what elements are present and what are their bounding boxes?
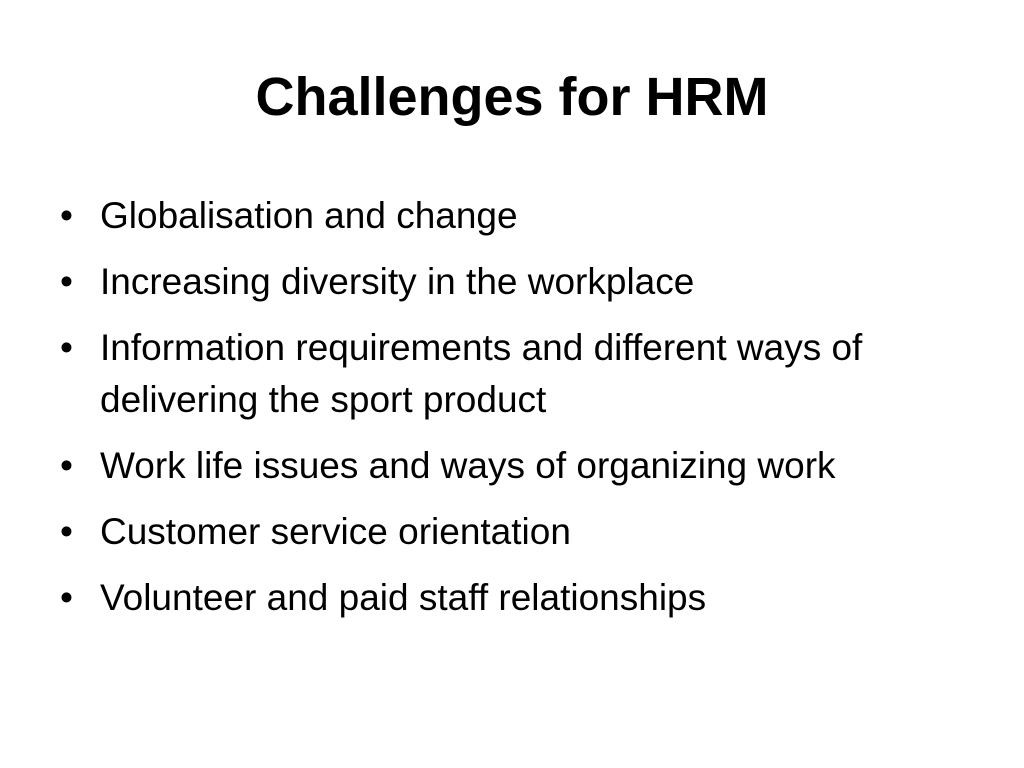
bullet-text: Volunteer and paid staff relationships xyxy=(100,577,707,618)
bullet-marker: • xyxy=(60,327,73,368)
bullet-text: Globalisation and change xyxy=(100,195,518,236)
bullet-item-globalisation xyxy=(60,190,940,242)
bullet-text: Increasing diversity in the workplace xyxy=(100,261,695,302)
slide-title: Challenges for HRM xyxy=(255,67,769,127)
bullet-marker: • xyxy=(60,511,73,552)
bullet-marker: • xyxy=(60,445,73,486)
bullet-text: Work life issues and ways of organizing work xyxy=(100,445,836,486)
bullet-list xyxy=(60,190,940,638)
bullet-item-volunteer-staff xyxy=(60,572,940,624)
bullet-item-work-life xyxy=(60,440,940,492)
bullet-marker: • xyxy=(60,577,73,618)
bullet-marker: • xyxy=(60,195,73,236)
bullet-item-customer-service xyxy=(60,506,940,558)
bullet-text: Information requirements and different ways of delivering the sport product xyxy=(100,327,863,420)
bullet-marker: • xyxy=(60,261,73,302)
bullet-item-diversity xyxy=(60,256,940,308)
bullet-item-information xyxy=(60,322,940,426)
bullet-text: Customer service orientation xyxy=(100,511,571,552)
